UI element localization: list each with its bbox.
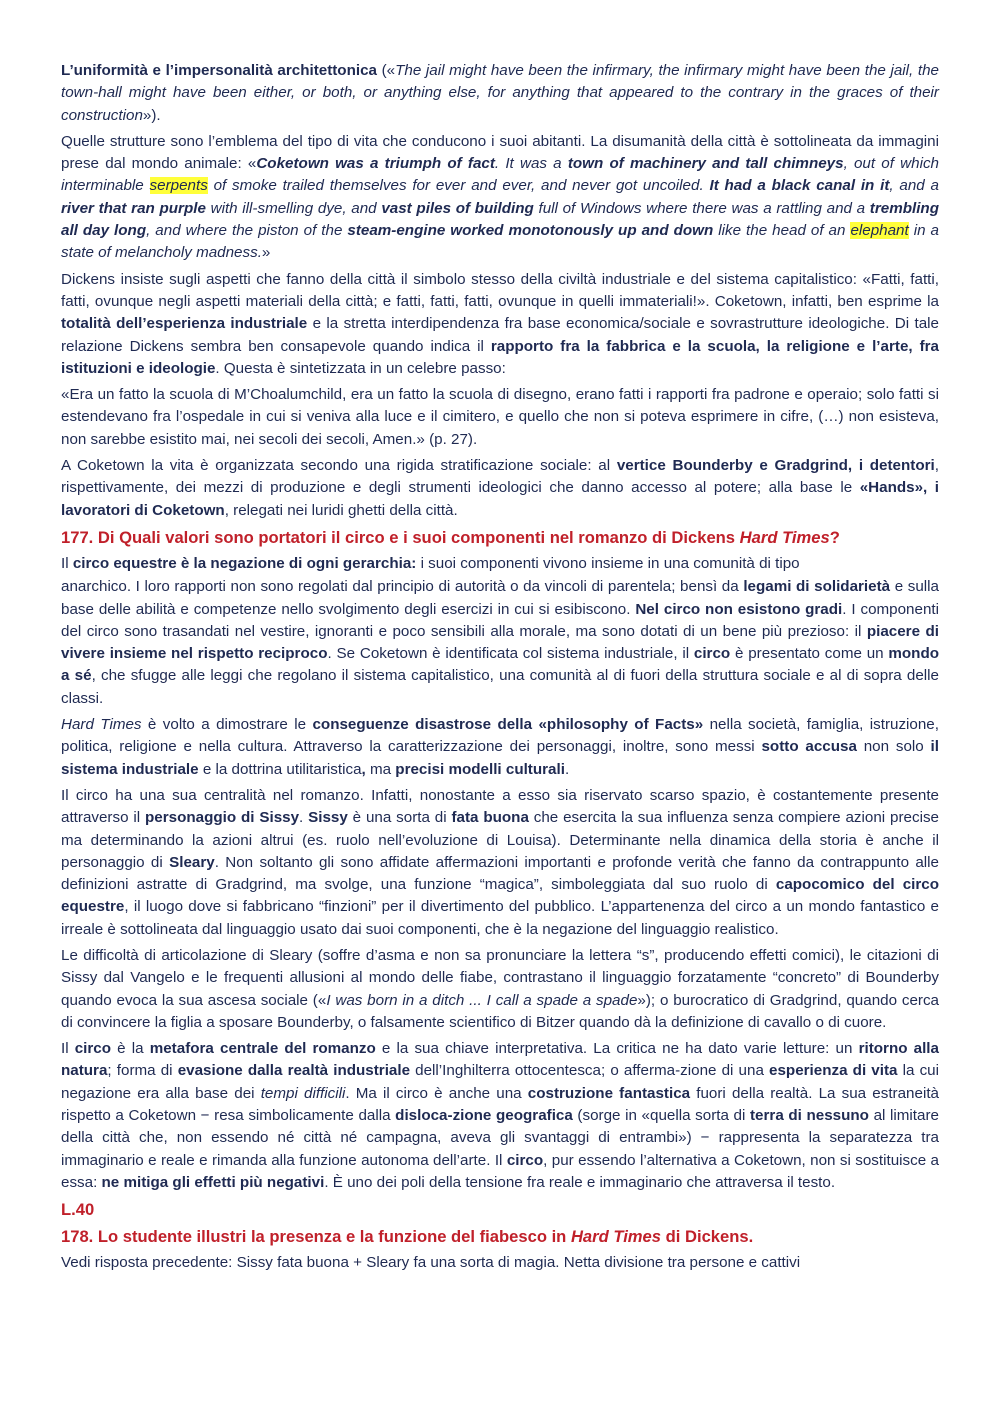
text-run: disloca-zione geografica [395, 1107, 573, 1125]
text-run: non solo [856, 738, 931, 756]
text-run: It had a black canal in it [709, 177, 890, 195]
text-run: conseguenze disastrose della «philosophy of Facts» [312, 716, 704, 734]
text-run: river that ran purple [61, 199, 206, 217]
text-run: , out of which interminable [61, 155, 939, 195]
document-page [61, 60, 939, 1279]
text-run: Il [61, 1040, 75, 1058]
text-run: (« [376, 62, 396, 79]
text-run: circo [74, 1040, 112, 1058]
text-run: Coketown was a triumph of fact [256, 155, 495, 173]
text-run: . [299, 809, 309, 827]
text-run: Nel circo non esistono gradi [635, 600, 843, 618]
text-run: A Coketown la vita è organizzata secondo una rigida stratificazione sociale: al [61, 457, 617, 475]
text-run: è la [111, 1040, 150, 1058]
text-run: terra di nessuno [750, 1107, 869, 1125]
text-run: Sleary [169, 853, 215, 871]
text-run: Il [61, 554, 73, 572]
text-run: . [564, 760, 570, 778]
paragraph-coketown-description [61, 131, 939, 265]
text-run: la cui negazione era alla base dei [61, 1062, 939, 1102]
text-run: The jail might have been the infirmary, the infirmary might have been the jail, the town-hall might have been either, or both, or anything else, for anything that appeared to the contrary in the graces of their construction [61, 62, 939, 124]
text-run: full of Windows where there was a rattling and a [533, 199, 870, 217]
text-run: costruzione fantastica [527, 1084, 691, 1102]
highlighted-text: serpents [149, 177, 208, 195]
text-run: personaggio di Sissy [145, 809, 300, 827]
text-run: Hard Times [739, 527, 830, 547]
paragraph-circus-metaphor [61, 1038, 939, 1194]
paragraph-architectural-uniformity [61, 60, 939, 127]
text-run: , che sfugge alle leggi che regolano il sistema capitalistico, una comunità al di fuori della struttura sociale e al di sopra delle classi. [61, 667, 940, 707]
text-run: fuori della realtà. La sua estraneità rispetto a Coketown − resa simbolicamente dalla [61, 1084, 939, 1125]
quote-facts-passage [61, 384, 939, 451]
text-run: , pur essendo l’alternativa a Coketown, non si sostituisce a essa: [61, 1151, 939, 1191]
text-run: of smoke trailed themselves for ever and ever, and never got uncoiled. [207, 177, 710, 195]
text-run: Hard Times [570, 1227, 662, 1247]
text-run: steam-engine worked monotonously up and down [347, 222, 714, 240]
section-label-l40 [61, 1198, 939, 1221]
text-run: 177. Di Quali valori sono portatori il circo e i suoi componenti nel romanzo di Dickens [61, 527, 740, 547]
text-run: vertice Bounderby e Gradgrind, i detentori [616, 457, 935, 475]
text-run: . It was a [494, 155, 568, 173]
text-run: , and where the piston of the [146, 222, 348, 240]
text-run: esperienza di vita [769, 1062, 898, 1080]
text-run: 178. Lo studente illustri la presenza e la funzione del fiabesco in [61, 1227, 571, 1247]
text-run: »). [142, 106, 161, 124]
text-run: . Questa è sintetizzata in un celebre passo: [215, 359, 506, 377]
text-run: e la stretta interdipendenza fra base economica/sociale e sovrastrutture ideologiche. Di tale relazione Dickens sembra ben consapevole quando indica il [61, 315, 939, 355]
text-run: precisi modelli culturali [395, 760, 565, 778]
text-run: , relegati nei luridi ghetti della città. [224, 501, 458, 519]
text-run: in a state of melancholy madness. [61, 222, 939, 262]
text-run: mondo a sé [61, 645, 940, 685]
text-run: , rispettivamente, dei mezzi di produzione e degli strumenti ideologici che danno accesso al potere; alla base le [61, 457, 939, 497]
text-run: e la sua chiave interpretativa. La critica ne ha dato varie letture: un [375, 1040, 859, 1058]
text-run: Il circo ha una sua centralità nel romanzo. Infatti, nonostante a esso sia riservato scarso spazio, è costantemente presente attraverso il [61, 786, 939, 827]
text-run: I was born in a ditch ... I call a spade a spade [326, 991, 638, 1009]
text-run: Hard Times [61, 716, 142, 734]
text-run: . Se Coketown è identificata col sistema industriale, il [327, 645, 694, 663]
text-run: capocomico del circo equestre [61, 876, 939, 916]
text-run: è una sorta di [347, 809, 452, 827]
text-run: . Non soltanto gli sono affidate affermazioni importanti e profonde verità che fanno da contrappunto alle definizioni astratte di Gradgrind, ma svolge, una funzione “magica”, simboleggiata dal suo ruolo di [61, 853, 940, 894]
text-run: circo [693, 645, 731, 663]
text-run: Quelle strutture sono l’emblema del tipo di vita che conducono i suoi abitanti. La disumanità della città è sottolineata da immagini prese dal mondo animale: « [61, 132, 939, 173]
text-run: sotto accusa [761, 738, 857, 756]
paragraph-social-stratification [61, 455, 939, 522]
text-run: di Dickens. [661, 1227, 754, 1247]
text-run: il sistema industriale [61, 738, 939, 778]
text-run: L.40 [61, 1200, 95, 1220]
text-run: L’uniformità e l’impersonalità architettonica [61, 62, 377, 79]
text-run: «Hands», i lavoratori di Coketown [61, 479, 940, 519]
text-run: dell’Inghilterra ottocentesca; o afferma-zione di una [410, 1062, 770, 1080]
text-run: è presentato come un [730, 645, 889, 663]
text-run: ? [829, 527, 840, 547]
paragraph-circus-centrality [61, 785, 939, 941]
question-177-heading [61, 526, 939, 549]
paragraph-circus-intro [61, 553, 939, 575]
text-run: like the head of an [713, 222, 851, 240]
text-run: legami di solidarietà [743, 578, 891, 596]
text-run: anarchico. I loro rapporti non sono regolati dal principio di autorità o da vincoli di parentela; bensì da [61, 578, 744, 596]
paragraph-language-contrast [61, 945, 939, 1034]
text-run: »); o burocratico di Gradgrind, quando cerca di convincere la figlia a sposare Bounderby, o falsamente scientifico di Bitzer quando dà la definizione di cavallo o di cuore. [61, 991, 939, 1031]
text-run: Dickens insiste sugli aspetti che fanno della città il simbolo stesso della civiltà industriale e del sistema capitalistico: «Fatti, fatti, fatti, ovunque negli aspetti materiali della città; e fatti, fatti, fatti, ovunque in quelli immateriali!». Coketown, infatti, ben esprime la [61, 270, 939, 310]
text-run: totalità dell’esperienza industriale [61, 315, 308, 333]
text-run: , il luogo dove si fabbricano “finzioni” per il divertimento del pubblico. L’appartenenza del circo a un mondo fantastico e irreale è sottolineata dal linguaggio usato dai suoi componenti, che è la negazione del linguaggio realistico. [61, 898, 939, 938]
question-178-heading [61, 1225, 939, 1248]
highlighted-text: elephant [850, 222, 909, 240]
text-run: . Ma il circo è anche una [345, 1084, 528, 1102]
text-run: rapporto fra la fabbrica e la scuola, la religione e l’arte, fra istituzioni e ideologie [61, 337, 939, 377]
text-run: . I componenti del circo sono trasandati nel vestire, ignoranti e poco sensibili alla morale, ma sono dotati di un bene più prezioso: il [61, 600, 939, 640]
text-run: , and a [889, 177, 939, 195]
text-run: Sissy [308, 809, 348, 827]
text-run: ma [369, 760, 396, 778]
text-run: ; forma di [107, 1062, 178, 1080]
text-run: trembling all day long [61, 199, 939, 240]
paragraph-hard-times-purpose [61, 714, 939, 781]
text-run: fata buona [451, 809, 529, 827]
text-run: i suoi componenti vivono insieme in una comunità di tipo [416, 554, 800, 572]
text-run: al limitare della città che, non essendo né città né campagna, aveva gli svantaggi di entrambi») − rappresenta la separatezza tra immaginario e reale e rimanda alla funzione autonoma dell’arte. Il [61, 1107, 939, 1169]
paragraph-industrial-civilization [61, 269, 939, 380]
text-run: . È uno dei poli della tensione fra reale e immaginario che attraversa il testo. [324, 1173, 836, 1191]
text-run: Le difficoltà di articolazione di Sleary (soffre d’asma e non sa pronunciare la lettera “s”, producendo effetti comici), le citazioni di Sissy dal Vangelo e le frequenti allusioni al mondo delle fiabe, contrastano il linguaggio forzatamente “concreto” di Bounderby quando evoca la sua ascesa sociale (« [61, 946, 939, 1009]
text-run: ne mitiga gli effetti più negativi [101, 1173, 325, 1191]
text-run: e la dottrina utilitaristica [198, 760, 362, 778]
text-run: » [261, 244, 271, 262]
text-run: circo [506, 1151, 544, 1169]
text-run: nella società, famiglia, istruzione, politica, religione e nella cultura. Attraverso la caratterizzazione dei personaggi, inoltre, sono messi [61, 716, 939, 756]
text-run: ritorno alla natura [61, 1040, 939, 1080]
text-run: che esercita la sua influenza senza compiere azioni precise ma determinando la azioni altrui (es. ruolo nell’evoluzione di Louisa). Determinante nella dinamica della storia è anche il personaggio di [61, 809, 939, 871]
text-run: piacere di vivere insieme nel rispetto reciproco [61, 622, 939, 663]
text-run: è volto a dimostrare le [141, 716, 313, 734]
text-run: town of machinery and tall chimneys [567, 155, 844, 173]
text-run: circo equestre è la negazione di ogni gerarchia: [72, 554, 417, 572]
text-run: with ill-smelling dye, and [205, 199, 382, 217]
text-run: evasione dalla realtà industriale [177, 1062, 411, 1080]
text-run: metafora centrale del romanzo [149, 1040, 376, 1058]
text-run: (sorge in «quella sorta di [572, 1107, 750, 1125]
text-run: Vedi risposta precedente: Sissy fata buona + Sleary fa una sorta di magia. Netta divisione tra persone e cattivi [61, 1254, 801, 1272]
text-run: «Era un fatto la scuola di M’Choalumchild, era un fatto la scuola di disegno, erano fatti i rapporti fra padrone e operaio; solo fatti si estendevano fra l’ospedale in cui si veniva alla luce e il cimitero, e quello che non si poteva esprimere in cifre, (…) non esisteva, non sarebbe esistito mai, nei secoli dei secoli, Amen.» (p. 27). [61, 386, 939, 448]
text-run: vast piles of building [381, 199, 534, 217]
text-run: e sulla base delle abilità e competenze nello svolgimento degli esercizi in cui si esibiscono. [61, 578, 939, 618]
paragraph-circus-community [61, 576, 939, 710]
paragraph-answer-178 [61, 1252, 939, 1274]
text-run: , [361, 760, 370, 778]
text-run: tempi difficili [260, 1084, 346, 1102]
